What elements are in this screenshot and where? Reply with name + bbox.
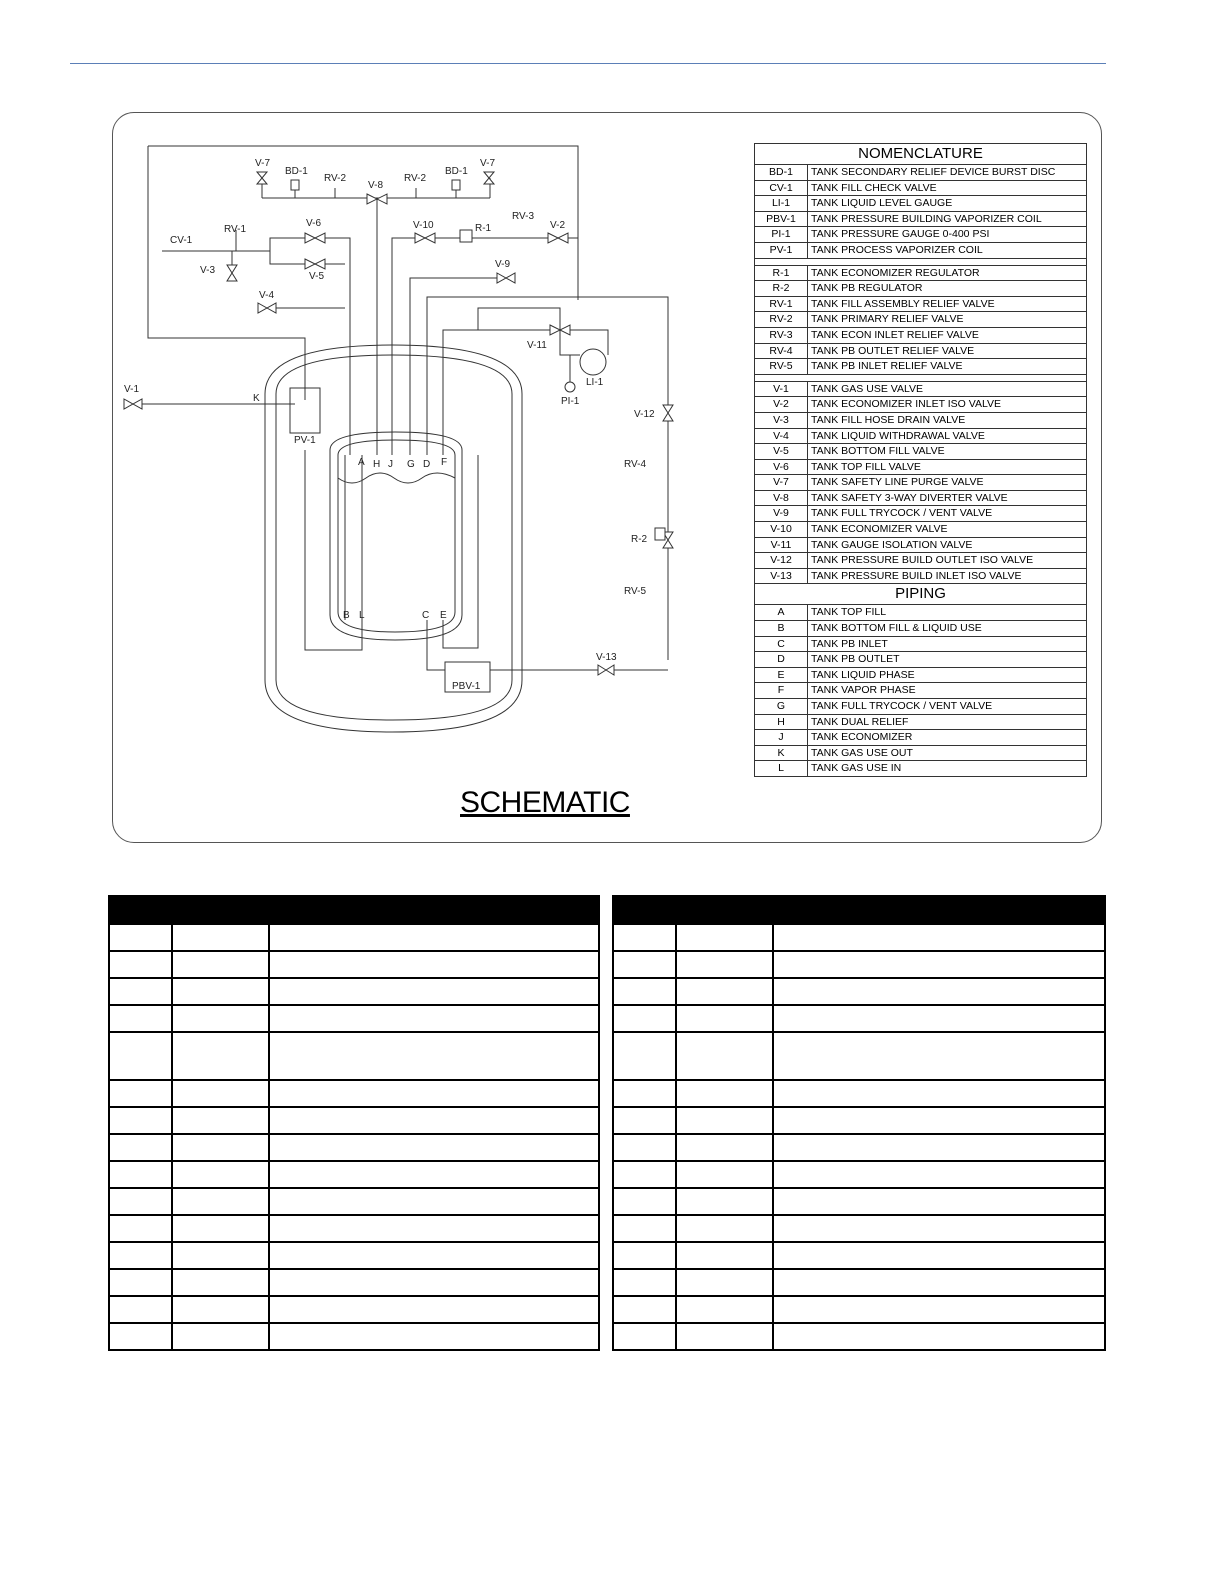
nomenclature-desc: TANK PRESSURE BUILD INLET ISO VALVE [811,569,1022,582]
table-cell [676,1134,773,1161]
table-cell [773,1080,1105,1107]
table-cell [172,1269,269,1296]
table-row [613,1005,1105,1032]
nomenclature-row [755,475,1086,491]
nomenclature-row [755,683,1086,699]
table-cell [172,924,269,951]
nomenclature-code: V-6 [755,460,808,475]
nomenclature-desc: TANK DUAL RELIEF [811,715,909,728]
table-cell [613,1188,676,1215]
nomenclature-desc: TANK GAS USE VALVE [811,382,924,395]
table-cell [676,1323,773,1350]
table-cell [676,978,773,1005]
table-cell [613,1296,676,1323]
table-row [109,1242,599,1269]
table-cell [172,1032,269,1080]
nomenclature-row [755,746,1086,762]
table-row [613,1188,1105,1215]
nomenclature-group-1 [755,165,1086,259]
table-cell [172,1161,269,1188]
header-cell [109,896,172,924]
table-cell [613,1242,676,1269]
table-cell [773,1134,1105,1161]
table-cell [613,1032,676,1080]
nomenclature-desc: TANK ECONOMIZER INLET ISO VALVE [811,398,1002,411]
table-cell [269,1107,599,1134]
table-cell [613,1215,676,1242]
table-cell [676,1269,773,1296]
nomenclature-code: V-2 [755,397,808,412]
nomenclature-code: V-8 [755,491,808,506]
table-row [109,1005,599,1032]
table-cell [269,1134,599,1161]
table-cell [109,1107,172,1134]
table-cell [676,1242,773,1269]
nomenclature-row [755,382,1086,398]
nomenclature-row [755,730,1086,746]
nomenclature-code: R-2 [755,281,808,296]
table-cell [172,978,269,1005]
label-v3: V-3 [200,265,216,276]
label-j: J [388,459,393,470]
nomenclature-code: CV-1 [755,181,808,196]
nomenclature-code: K [755,746,808,761]
table-row [613,1269,1105,1296]
nomenclature-row [755,281,1086,297]
nomenclature-group-3 [755,382,1086,585]
table-row [613,1296,1105,1323]
table-row [109,924,599,951]
nomenclature-desc: TANK GAUGE ISOLATION VALVE [811,538,973,551]
table-cell [269,1188,599,1215]
nomenclature-row [755,344,1086,360]
table-cell [613,951,676,978]
table-cell [109,1269,172,1296]
label-v2: V-2 [550,220,566,231]
nomenclature-desc: TANK PRESSURE BUILD OUTLET ISO VALVE [811,554,1034,567]
nomenclature-row [755,212,1086,228]
table-cell [676,1032,773,1080]
label-e: E [440,610,447,621]
nomenclature-desc: TANK PB INLET RELIEF VALVE [811,360,963,373]
nomenclature-code: H [755,715,808,730]
nomenclature-code: RV-5 [755,359,808,374]
table-cell [109,1215,172,1242]
nomenclature-row [755,569,1086,585]
nomenclature-row [755,538,1086,554]
table-cell [172,1134,269,1161]
nomenclature-desc: TANK ECONOMIZER [811,731,913,744]
blank-table-left [108,895,600,1351]
label-rv5: RV-5 [624,586,647,597]
nomenclature-code: PBV-1 [755,212,808,227]
table-cell [109,1242,172,1269]
table-cell [773,1215,1105,1242]
nomenclature-row [755,491,1086,507]
nomenclature-row [755,715,1086,731]
nomenclature-row [755,297,1086,313]
label-b: B [343,610,350,621]
table-row [109,1323,599,1350]
table-cell [172,1080,269,1107]
label-v13: V-13 [596,652,617,663]
table-cell [773,1161,1105,1188]
nomenclature-desc: TANK SAFETY LINE PURGE VALVE [811,476,984,489]
table-cell [613,1080,676,1107]
table-cell [676,1188,773,1215]
nomenclature-row [755,444,1086,460]
label-f: F [441,457,448,468]
nomenclature-code: V-9 [755,506,808,521]
nomenclature-spacer [755,375,1086,382]
piping-title: PIPING [755,584,1086,605]
nomenclature-desc: TANK FULL TRYCOCK / VENT VALVE [811,700,993,712]
nomenclature-row [755,359,1086,375]
table-row [613,1242,1105,1269]
label-rv4: RV-4 [624,459,647,470]
nomenclature-desc: TANK TOP FILL VALVE [811,460,921,473]
nomenclature-desc: TANK PB OUTLET [811,653,900,666]
table-cell [773,1032,1105,1080]
nomenclature-row [755,761,1086,777]
nomenclature-row [755,652,1086,668]
table-row [613,924,1105,951]
table-cell [269,1161,599,1188]
nomenclature-desc: TANK ECONOMIZER VALVE [811,523,948,536]
table-cell [269,1032,599,1080]
table-cell [172,1296,269,1323]
nomenclature-desc: TANK ECONOMIZER REGULATOR [811,266,980,279]
table-cell [676,924,773,951]
nomenclature-code: V-13 [755,569,808,584]
table-cell [172,1242,269,1269]
nomenclature-desc: TANK FULL TRYCOCK / VENT VALVE [811,507,993,520]
nomenclature-row [755,312,1086,328]
table-cell [613,1134,676,1161]
nomenclature-code: RV-1 [755,297,808,312]
label-a: A [358,457,365,468]
table-row [109,978,599,1005]
nomenclature-group-2 [755,266,1086,375]
nomenclature-desc: TANK ECON INLET RELIEF VALVE [811,328,979,341]
label-bd1a: BD-1 [285,166,308,177]
table-cell [773,1296,1105,1323]
nomenclature-row [755,460,1086,476]
nomenclature-row [755,413,1086,429]
table-cell [613,1269,676,1296]
table-cell [172,1107,269,1134]
label-rv2a: RV-2 [324,173,347,184]
nomenclature-code: BD-1 [755,165,808,180]
table-cell [109,1188,172,1215]
table-cell [269,1296,599,1323]
nomenclature-desc: TANK PB REGULATOR [811,282,923,295]
label-v4: V-4 [259,290,275,301]
nomenclature-desc: TANK GAS USE IN [811,762,902,775]
nomenclature-spacer [755,259,1086,266]
table-cell [676,1161,773,1188]
nomenclature-desc: TANK BOTTOM FILL VALVE [811,445,945,458]
table-cell [773,1107,1105,1134]
nomenclature-code: RV-4 [755,344,808,359]
nomenclature-code: G [755,699,808,714]
nomenclature-code: D [755,652,808,667]
table-cell [109,1032,172,1080]
table-row [109,1080,599,1107]
nomenclature-desc: TANK PROCESS VAPORIZER COIL [811,243,983,256]
table-cell [773,1005,1105,1032]
table-cell [773,1188,1105,1215]
nomenclature-desc: TANK BOTTOM FILL & LIQUID USE [811,622,982,635]
label-rv3: RV-3 [512,211,535,222]
label-v1: V-1 [124,384,140,395]
table-row [109,1032,599,1080]
label-v11: V-11 [527,340,547,351]
label-v7b: V-7 [480,158,496,169]
nomenclature-desc: TANK GAS USE OUT [811,746,913,759]
nomenclature-code: V-3 [755,413,808,428]
table-cell [109,924,172,951]
nomenclature-code: RV-2 [755,312,808,327]
table-cell [269,1080,599,1107]
nomenclature-row [755,328,1086,344]
table-cell [269,1005,599,1032]
table-cell [109,1005,172,1032]
nomenclature-row [755,668,1086,684]
nomenclature-title: NOMENCLATURE [755,144,1086,165]
table-cell [773,1242,1105,1269]
table-cell [269,1215,599,1242]
table-cell [269,1269,599,1296]
nomenclature-row [755,227,1086,243]
table-cell [269,1242,599,1269]
schematic-title: SCHEMATIC [460,786,630,819]
nomenclature-code: V-12 [755,553,808,568]
table-cell [773,924,1105,951]
table-cell [109,1296,172,1323]
label-pbv1: PBV-1 [452,681,481,692]
label-v6: V-6 [306,218,322,229]
label-r1: R-1 [475,223,492,234]
table-cell [676,1296,773,1323]
nomenclature-row [755,621,1086,637]
label-rv1: RV-1 [224,224,247,235]
table-row [613,1161,1105,1188]
nomenclature-code: PV-1 [755,243,808,258]
nomenclature-table [754,143,1087,777]
nomenclature-code: LI-1 [755,196,808,211]
table-cell [109,1323,172,1350]
nomenclature-code: PI-1 [755,227,808,242]
header-cell [269,896,599,924]
nomenclature-code: V-4 [755,429,808,444]
label-v7a: V-7 [255,158,271,169]
table-row [109,1188,599,1215]
table-cell [172,1323,269,1350]
nomenclature-row [755,699,1086,715]
table-cell [172,951,269,978]
table-cell [613,1323,676,1350]
nomenclature-desc: TANK SECONDARY RELIEF DEVICE BURST DISC [811,166,1056,178]
table-row [109,1269,599,1296]
label-v9: V-9 [495,259,511,270]
table-row [613,978,1105,1005]
nomenclature-code: A [755,605,808,620]
table-cell [269,1323,599,1350]
nomenclature-code: F [755,683,808,698]
label-k: K [253,393,260,404]
nomenclature-row [755,553,1086,569]
nomenclature-desc: TANK PRESSURE BUILDING VAPORIZER COIL [811,212,1042,225]
table-cell [269,978,599,1005]
piping-group [755,605,1086,777]
nomenclature-desc: TANK FILL CHECK VALVE [811,181,937,194]
nomenclature-desc: TANK PB INLET [811,637,888,650]
table-cell [269,924,599,951]
table-row [109,951,599,978]
table-cell [773,1269,1105,1296]
label-cv1: CV-1 [170,235,193,246]
label-d: D [423,459,431,470]
nomenclature-code: E [755,668,808,683]
table-row [109,1296,599,1323]
label-li1: LI-1 [586,377,604,388]
header-cell [676,896,773,924]
table-row [613,1215,1105,1242]
table-row [613,1323,1105,1350]
table-row [109,1215,599,1242]
label-rv2b: RV-2 [404,173,427,184]
table-cell [613,924,676,951]
header-cell [172,896,269,924]
nomenclature-desc: TANK VAPOR PHASE [811,684,916,697]
label-r2: R-2 [631,534,648,545]
nomenclature-row [755,637,1086,653]
table-cell [676,1005,773,1032]
table-cell [109,1080,172,1107]
nomenclature-row [755,243,1086,259]
label-bd1b: BD-1 [445,166,468,177]
label-l: L [359,610,365,621]
nomenclature-row [755,181,1086,197]
nomenclature-code: R-1 [755,266,808,281]
label-pi1: PI-1 [561,396,580,407]
table-row [613,951,1105,978]
nomenclature-row [755,196,1086,212]
header-cell [773,896,1105,924]
label-v10: V-10 [413,220,434,231]
nomenclature-desc: TANK SAFETY 3-WAY DIVERTER VALVE [811,491,1008,504]
nomenclature-code: B [755,621,808,636]
nomenclature-code: V-5 [755,444,808,459]
nomenclature-code: V-11 [755,538,808,553]
table-row [109,1161,599,1188]
nomenclature-desc: TANK FILL ASSEMBLY RELIEF VALVE [811,297,995,310]
table-row [109,1134,599,1161]
nomenclature-row [755,522,1086,538]
nomenclature-desc: TANK PRIMARY RELIEF VALVE [811,313,964,326]
table-cell [269,951,599,978]
nomenclature-desc: TANK PB OUTLET RELIEF VALVE [811,344,975,357]
header-cell [613,896,676,924]
table-cell [109,1134,172,1161]
nomenclature-row [755,165,1086,181]
nomenclature-row [755,397,1086,413]
nomenclature-code: V-10 [755,522,808,537]
label-h: H [373,459,381,470]
nomenclature-code: RV-3 [755,328,808,343]
table-row [613,1080,1105,1107]
nomenclature-row [755,266,1086,282]
nomenclature-desc: TANK LIQUID PHASE [811,668,915,681]
table-cell [676,1107,773,1134]
table-cell [172,1188,269,1215]
nomenclature-row [755,429,1086,445]
nomenclature-code: V-1 [755,382,808,397]
label-v8: V-8 [368,180,384,191]
nomenclature-code: V-7 [755,475,808,490]
table-cell [676,951,773,978]
table-row [109,1107,599,1134]
nomenclature-row [755,605,1086,621]
table-cell [773,978,1105,1005]
table-cell [613,1161,676,1188]
nomenclature-desc: TANK TOP FILL [811,606,887,619]
nomenclature-desc: TANK LIQUID LEVEL GAUGE [811,197,953,210]
nomenclature-code: C [755,637,808,652]
label-v12: V-12 [634,409,655,420]
nomenclature-desc: TANK PRESSURE GAUGE 0-400 PSI [811,228,990,241]
label-c: C [422,610,430,621]
nomenclature-desc: TANK FILL HOSE DRAIN VALVE [811,413,966,426]
table-cell [613,1005,676,1032]
table-row [613,1032,1105,1080]
table-cell [109,978,172,1005]
label-v5: V-5 [309,271,325,282]
blank-table-right [612,895,1106,1351]
table-cell [109,1161,172,1188]
nomenclature-code: L [755,761,808,776]
nomenclature-desc: TANK LIQUID WITHDRAWAL VALVE [811,429,985,442]
table-cell [773,951,1105,978]
nomenclature-code: J [755,730,808,745]
table-cell [613,1107,676,1134]
label-g: G [407,459,415,470]
table-cell [613,978,676,1005]
label-pv1: PV-1 [294,435,316,446]
table-cell [676,1080,773,1107]
table-cell [172,1005,269,1032]
table-cell [109,951,172,978]
table-cell [773,1323,1105,1350]
table-cell [172,1215,269,1242]
table-cell [676,1215,773,1242]
table-row [613,1107,1105,1134]
table-row [613,1134,1105,1161]
nomenclature-row [755,506,1086,522]
